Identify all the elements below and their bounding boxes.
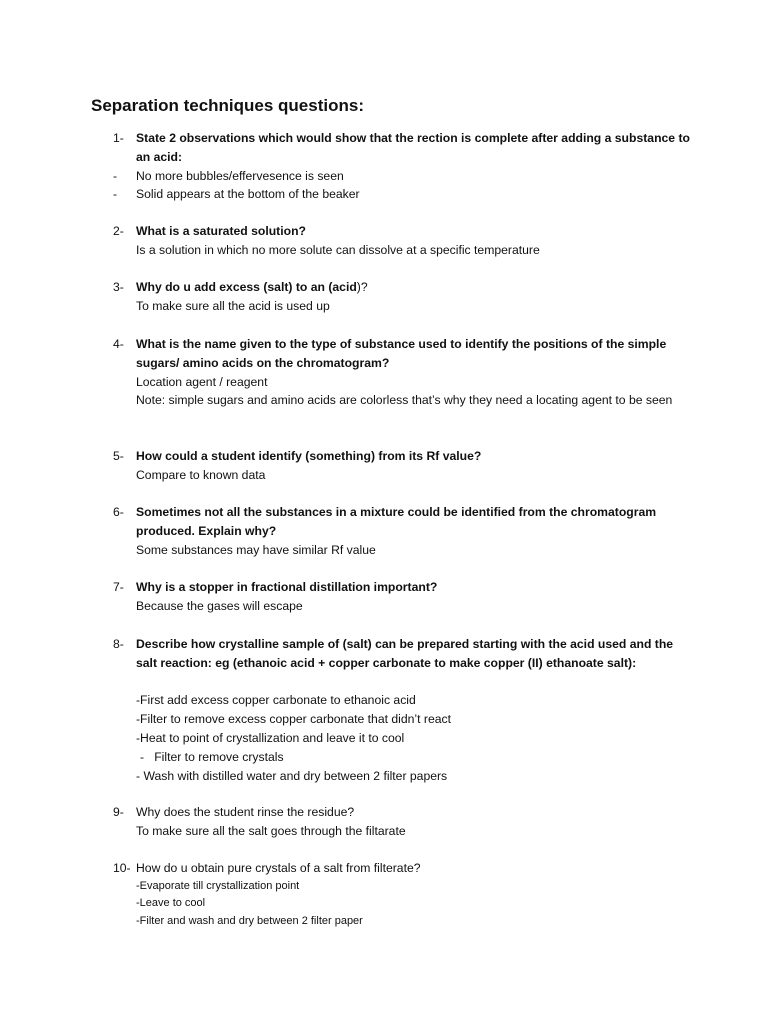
answer-text: Location agent / reagent (136, 374, 268, 389)
step-text: -Filter and wash and dry between 2 filter paper (136, 914, 363, 927)
step-text: - Wash with distilled water and dry between 2 filter papers (136, 768, 448, 783)
step-text: -Filter to remove excess copper carbonate that didn’t react (136, 712, 451, 727)
answer-text: Compare to known data (136, 467, 266, 482)
question-5 (113, 447, 693, 485)
bullet-dash: - (113, 168, 118, 183)
question-text: How do u obtain pure crystals of a salt from filterate? (136, 861, 421, 875)
answer-text: Because the gases will escape (136, 598, 303, 613)
bullet-dash: - (113, 187, 118, 202)
question-number: 3- (113, 280, 124, 294)
answer-bullet (113, 167, 693, 186)
answer-text: To make sure all the acid is used up (136, 298, 330, 313)
question-number: 1- (113, 131, 124, 145)
question-text: State 2 observations which would show that the rection is complete after adding a substance to an acid: (136, 131, 690, 164)
question-number: 8- (113, 637, 124, 651)
question-text: What is the name given to the type of substance used to identify the positions of the simple sugars/ amino acids on the chromatogram? (136, 337, 667, 370)
step-text: - Filter to remove crystals (140, 749, 284, 764)
question-1 (113, 129, 693, 204)
note-text: Note: simple sugars and amino acids are colorless that’s why they need a locating agent to be seen (136, 393, 673, 408)
answer-text: Solid appears at the bottom of the beaker (136, 187, 360, 202)
answer-text: Some substances may have similar Rf value (136, 542, 376, 557)
question-number: 9- (113, 805, 124, 819)
answer-text: No more bubbles/effervesence is seen (136, 168, 344, 183)
page-title: Separation techniques questions: (91, 96, 364, 115)
question-2 (113, 222, 693, 260)
question-text: How could a student identify (something) from its Rf value? (136, 449, 482, 463)
answer-text: To make sure all the salt goes through the filtarate (136, 823, 406, 838)
question-7 (113, 578, 693, 616)
question-number: 10- (113, 861, 131, 875)
question-text-tail: )? (356, 280, 368, 294)
step-text: -Leave to cool (136, 897, 206, 910)
question-number: 4- (113, 337, 124, 351)
question-text: Sometimes not all the substances in a mixture could be identified from the chromatogram produced. Explain why? (136, 505, 657, 538)
question-6 (113, 503, 693, 559)
answer-text: Is a solution in which no more solute can dissolve at a specific temperature (136, 242, 540, 257)
question-number: 2- (113, 224, 124, 238)
answer-bullet (113, 185, 693, 204)
question-9 (113, 803, 693, 841)
step-text: -Evaporate till crystallization point (136, 879, 300, 892)
question-3 (113, 278, 693, 316)
step-text: -First add excess copper carbonate to ethanoic acid (136, 693, 416, 708)
question-text: Why does the student rinse the residue? (136, 805, 355, 819)
question-10 (113, 859, 693, 930)
question-4 (113, 335, 693, 410)
question-text: Describe how crystalline sample of (salt) can be prepared starting with the acid used and the salt reaction: eg (ethanoic acid + copper carbonate to make copper (II) ethanoate salt): (136, 637, 674, 670)
step-text: -Heat to point of crystallization and leave it to cool (136, 730, 405, 745)
question-number: 7- (113, 580, 124, 594)
question-number: 5- (113, 449, 124, 463)
question-text: Why is a stopper in fractional distillation important? (136, 580, 438, 594)
question-number: 6- (113, 505, 124, 519)
question-text: What is a saturated solution? (136, 224, 306, 238)
question-text: Why do u add excess (salt) to an (acid (136, 280, 357, 294)
question-8 (113, 635, 693, 785)
